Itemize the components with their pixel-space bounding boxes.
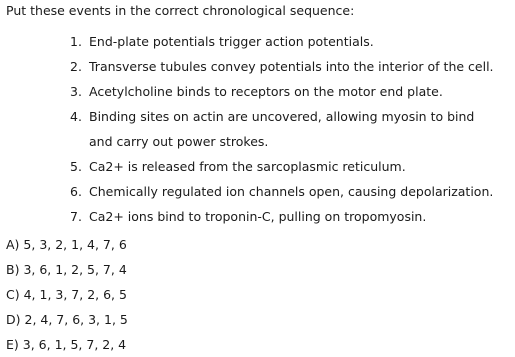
event-item-2 — [70, 54, 510, 79]
event-text: Acetylcholine binds to receptors on the motor end plate. — [89, 84, 443, 99]
event-text: End-plate potentials trigger action potentials. — [89, 34, 374, 49]
option-sequence: 5, 3, 2, 1, 4, 7, 6 — [23, 237, 127, 252]
event-number: 3. — [70, 84, 82, 99]
option-sequence: 4, 1, 3, 7, 2, 6, 5 — [23, 287, 127, 302]
event-item-1 — [70, 29, 510, 54]
event-text: Transverse tubules convey potentials into the interior of the cell. — [89, 59, 494, 74]
event-number: 7. — [70, 209, 82, 224]
event-number: 1. — [70, 34, 82, 49]
event-number: 5. — [70, 159, 82, 174]
option-letter: A) — [6, 237, 20, 252]
option-sequence: 2, 4, 7, 6, 3, 1, 5 — [24, 312, 128, 327]
event-number: 4. — [70, 109, 82, 124]
question-prompt: Put these events in the correct chronological sequence: — [6, 3, 355, 18]
event-item-3 — [70, 79, 510, 104]
option-sequence: 3, 6, 1, 5, 7, 2, 4 — [22, 337, 127, 352]
option-letter: B) — [6, 262, 20, 277]
answer-option-b[interactable] — [6, 257, 128, 282]
answer-option-a[interactable] — [6, 232, 128, 257]
event-number: 2. — [70, 59, 82, 74]
event-item-6 — [70, 179, 510, 204]
answer-option-d[interactable] — [6, 307, 128, 332]
event-text: Ca2+ is released from the sarcoplasmic reticulum. — [89, 159, 406, 174]
answer-option-e[interactable] — [6, 332, 128, 357]
event-item-7 — [70, 204, 510, 229]
answer-option-c[interactable] — [6, 282, 128, 307]
event-list — [70, 29, 510, 229]
event-text: Binding sites on actin are uncovered, allowing myosin to bind and carry out power strokes. — [89, 109, 475, 149]
option-letter: E) — [6, 337, 19, 352]
event-item-5 — [70, 154, 510, 179]
event-text: Ca2+ ions bind to troponin-C, pulling on tropomyosin. — [89, 209, 427, 224]
option-letter: D) — [6, 312, 21, 327]
option-letter: C) — [6, 287, 20, 302]
event-number: 6. — [70, 184, 82, 199]
answer-options — [6, 232, 128, 357]
option-sequence: 3, 6, 1, 2, 5, 7, 4 — [23, 262, 127, 277]
event-text: Chemically regulated ion channels open, causing depolarization. — [89, 184, 494, 199]
event-item-4 — [70, 104, 510, 154]
